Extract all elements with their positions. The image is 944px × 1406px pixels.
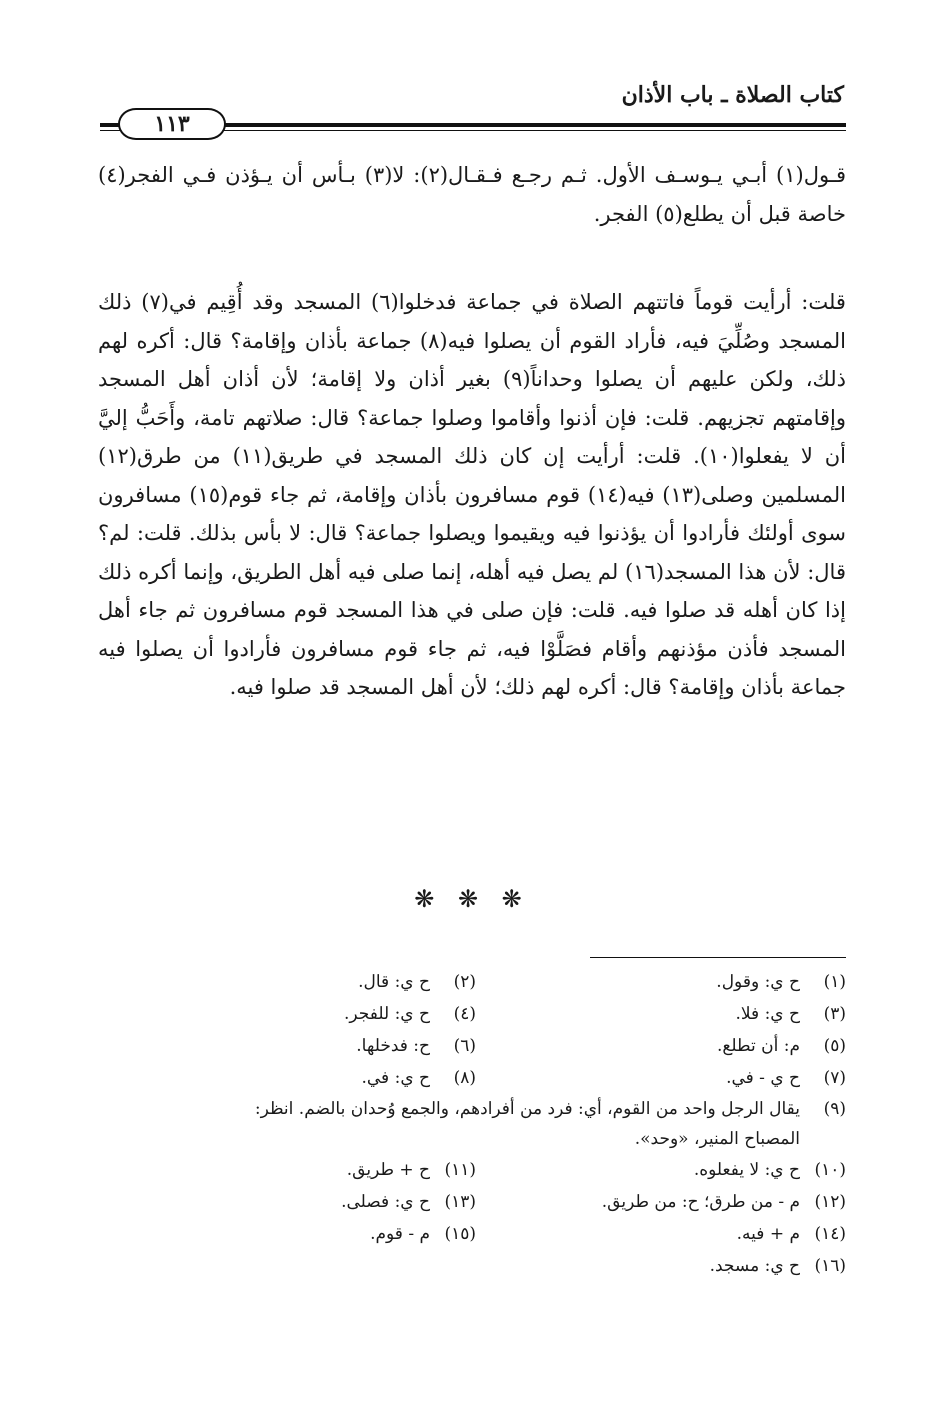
footnote-text: ح ي: في. (361, 1068, 430, 1088)
footnote-6 (106, 1036, 476, 1056)
footnote-number: (٤) (453, 1004, 476, 1024)
footnote-16 (476, 1256, 846, 1276)
footnote-number: (٧) (823, 1068, 846, 1088)
footnote-row (98, 1030, 846, 1062)
footnote-2 (106, 972, 476, 992)
opening-paragraph-block (98, 156, 846, 233)
footnote-15 (106, 1224, 476, 1244)
footnote-text: ح ي: قال. (358, 972, 430, 992)
footnote-number: (١٥) (444, 1224, 476, 1244)
running-title: كتاب الصلاة ـ باب الأذان (621, 82, 844, 108)
footnote-text: ح ي: فصلى. (341, 1192, 430, 1212)
footnote-number: (١) (823, 972, 846, 992)
footnote-text: م - قوم. (370, 1224, 430, 1244)
footnotes (98, 966, 846, 1282)
footnote-row (98, 1062, 846, 1094)
footnote-text: ح ي: مسجد. (709, 1256, 800, 1276)
footnote-row (98, 1186, 846, 1218)
footnote-text: ح ي - في. (726, 1068, 800, 1088)
footnote-9 (98, 1094, 846, 1154)
footnote-rule (590, 957, 846, 958)
footnote-7 (476, 1068, 846, 1088)
section-ornament: ❋ ❋ ❋ (414, 885, 530, 913)
footnote-text: ح ي: للفجر. (344, 1004, 430, 1024)
footnote-text: م: أن تطلع. (716, 1036, 800, 1056)
footnote-text: م - من طرق؛ ح: من طريق. (601, 1192, 800, 1212)
footnote-text: ح: فدخلها. (356, 1036, 430, 1056)
footnote-number: (١٤) (814, 1224, 846, 1244)
footnote-number: (٦) (453, 1036, 476, 1056)
footnote-continuation: المصباح المنير، «وحد». (634, 1129, 800, 1149)
footnote-number: (٨) (453, 1068, 476, 1088)
footnote-row (98, 1250, 846, 1282)
footnote-text: ح + طريق. (346, 1160, 430, 1180)
footnote-row (98, 966, 846, 998)
footnote-row (98, 1218, 846, 1250)
footnote-text: م + فيه. (736, 1224, 800, 1244)
page-number: ١١٣ (154, 111, 190, 137)
footnote-14 (476, 1224, 846, 1244)
footnote-3 (476, 1004, 846, 1024)
footnote-text: ح ي: لا يفعلوه. (693, 1160, 800, 1180)
footnote-text: ح ي: وقول. (716, 972, 800, 992)
footnote-number: (١٢) (814, 1192, 846, 1212)
footnote-1 (476, 972, 846, 992)
footnote-number: (١٦) (814, 1256, 846, 1276)
footnote-number: (١٠) (814, 1160, 846, 1180)
opening-paragraph: قـول(١) أبـي يـوسـف الأول. ثـم رجـع فـقـال(٢): لا(٣) بـأس أن يـؤذن فـي الفجر(٤) خاصة قبل أن يطلع(٥) الفجر. (98, 163, 846, 226)
page-number-badge (118, 108, 226, 140)
footnote-number: (١١) (444, 1160, 476, 1180)
footnote-number: (٣) (823, 1004, 846, 1024)
footnote-8 (106, 1068, 476, 1088)
footnote-11 (106, 1160, 476, 1180)
footnote-row (98, 998, 846, 1030)
footnote-5 (476, 1036, 846, 1056)
footnote-text: يقال الرجل واحد من القوم، أي: فرد من أفرادهم، والجمع وُحدان بالضم. انظر: (254, 1099, 800, 1119)
main-paragraph-block (98, 283, 846, 707)
footnote-number: (٢) (453, 972, 476, 992)
main-paragraph: قلت: أرأيت قوماً فاتتهم الصلاة في جماعة فدخلوا(٦) المسجد وقد أُقِيم في(٧) ذلك المسجد وصُلِّيَ فيه، فأراد القوم أن يصلوا فيه(٨) جماعة بأذان وإقامة؟ قال: أكره لهم ذلك، ولكن عليهم أن يصلوا وحداناً(٩) بغير أذان ولا إقامة؛ لأن أذان أهل المسجد وإقامتهم تجزيهم. قلت: فإن أذنوا وأقاموا وصلوا جماعة؟ قال: صلاتهم تامة، وأَحَبُّ إليَّ أن لا يفعلوا(١٠). قلت: أرأيت إن كان ذلك المسجد في طريق(١١) من طرق(١٢) المسلمين وصلى(١٣) فيه(١٤) قوم مسافرون بأذان وإقامة، ثم جاء قوم(١٥) مسافرون سوى أولئك فأرادوا أن يؤذنوا فيه ويقيموا ويصلوا جماعة؟ قال: لا بأس بذلك. قلت: لم؟ قال: لأن هذا المسجد(١٦) لم يصل فيه أهله، إنما صلى فيه أهل الطريق، وإنما أكره ذلك إذا كان أهله قد صلوا فيه. قلت: فإن صلى في هذا المسجد قوم مسافرون ثم جاء أهل المسجد فأذن مؤذنهم وأقام فصَلَّوْا فيه، ثم جاء قوم مسافرون فأرادوا أن يصلوا فيه جماعة بأذان وإقامة؟ قال: أكره لهم ذلك؛ لأن أهل المسجد قد صلوا فيه. (98, 290, 847, 699)
footnote-number: (٥) (823, 1036, 846, 1056)
footnote-4 (106, 1004, 476, 1024)
footnote-10 (476, 1160, 846, 1180)
footnote-number: (١٣) (444, 1192, 476, 1212)
footnote-number: (٩) (823, 1099, 846, 1119)
footnote-13 (106, 1192, 476, 1212)
footnote-12 (476, 1192, 846, 1212)
footnote-row (98, 1154, 846, 1186)
footnote-text: ح ي: فلا. (735, 1004, 800, 1024)
